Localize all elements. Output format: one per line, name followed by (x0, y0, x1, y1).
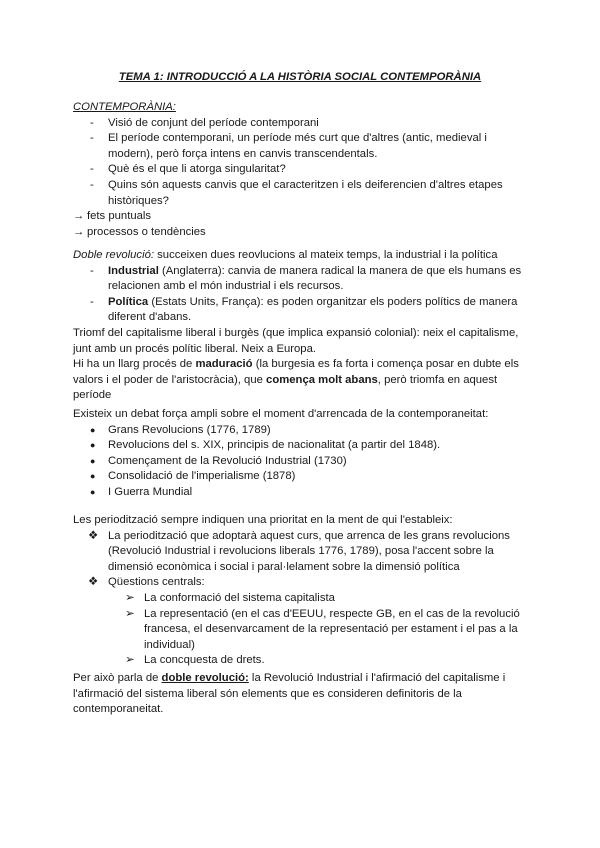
paragraph: Hi ha un llarg procés de maduració (la burgesia es fa forta i comença posar en dubte els valors i el poder de l'aristocràcia), que comença molt abans, però triomfa en aquest període (73, 358, 519, 402)
dash-bullet: - (90, 264, 94, 277)
dash-bullet: - (90, 116, 94, 129)
list-item: ● Començament de la Revolució Industrial (1730) (73, 454, 533, 470)
list-item: - Què és el que li atorga singularitat? (73, 162, 533, 178)
paragraph: Doble revolució: succeixen dues reovlucions al mateix temps, la industrial i la política (73, 249, 498, 261)
list-item: ● Consolidació de l'imperialisme (1878) (73, 469, 533, 485)
diamond-bullet-icon: ❖ (88, 529, 99, 542)
section-debat (73, 407, 533, 501)
arrowhead-bullet-icon: ➢ (125, 591, 135, 604)
list-item: - Industrial (Anglaterra): canvia de manera radical la manera de que els humans es relacionen amb el món industrial i els recursos. (90, 264, 522, 293)
bullet-list (73, 423, 533, 501)
list-item: ➢ La conformació del sistema capitalista (73, 591, 533, 607)
arrow-sublist (73, 591, 533, 669)
arrow-line: → fets puntuals (73, 209, 533, 225)
bullet-dot-icon: ● (90, 455, 96, 466)
arrow-line: → processos o tendències (73, 225, 533, 241)
paragraph: Triomf del capitalisme liberal i burgès (que implica expansió colonial): neix el capitalisme, junt amb un procés polític liberal. Neix a Europa. (73, 326, 519, 355)
list-item: ● I Guerra Mundial (73, 485, 533, 501)
arrowhead-bullet-icon: ➢ (125, 654, 135, 667)
dash-bullet: - (90, 295, 94, 308)
list-item: - Política (Estats Units, França): es poden organitzar els poders polítics de manera diferent d'abans. (90, 295, 518, 324)
dash-bullet: - (90, 163, 94, 176)
arrowhead-bullet-icon: ➢ (125, 607, 135, 620)
page-title: TEMA 1: INTRODUCCIÓ A LA HISTÒRIA SOCIAL CONTEMPORÀNIA (118, 71, 482, 83)
section-perioditzacions (73, 513, 533, 669)
list-item: ➢ La representació (en el cas d'EEUU, respecte GB, en el cas de la revolució francesa, el desenvarcament de la representació per estament i el pas a la individual) (125, 607, 520, 651)
diamond-list (73, 529, 533, 591)
list-item: - Visió de conjunt del període contemporani (73, 116, 533, 132)
dash-bullet: - (90, 178, 94, 191)
section-conclusio (73, 671, 533, 718)
dash-list (73, 264, 533, 326)
section-doble-revolucio (73, 248, 533, 404)
bullet-dot-icon: ● (90, 424, 96, 435)
list-item: ❖ La periodització que adoptarà aquest curs, que arrenca de les grans revolucions (Revolució Industrial i revolucions liberals 1776, 1789), posa l'accent sobre la dimensió econòmica i social i paral·lelament sobre la dimensió política (88, 529, 510, 573)
list-item: - Quins són aquests canvis que el caracteritzen i els deiferencien d'altres etapes històriques? (90, 178, 503, 207)
list-item: ❖ Qüestions centrals: (73, 575, 533, 591)
list-item: - El període contemporani, un període més curt que d'altres (antic, medieval i modern), però força intens en canvis transcendentals. (90, 132, 487, 160)
bullet-dot-icon: ● (90, 486, 96, 497)
right-arrow-icon: → (73, 210, 85, 223)
dash-bullet: - (90, 132, 94, 145)
paragraph: Per això parla de doble revolució: la Revolució Industrial i l'afirmació del capitalisme i l'afirmació del sistema liberal són elements que es consideren definitoris de la contemporaneitat. (73, 672, 506, 716)
diamond-bullet-icon: ❖ (88, 576, 99, 589)
right-arrow-icon: → (73, 225, 85, 238)
italic-term: Doble revolució: (73, 249, 155, 261)
dash-list (73, 116, 533, 210)
bullet-dot-icon: ● (90, 440, 96, 451)
list-item: ● Revolucions del s. XIX, principis de nacionalitat (a partir del 1848). (73, 438, 533, 454)
list-item: ● Grans Revolucions (1776, 1789) (73, 423, 533, 439)
section-contemporania (73, 100, 533, 240)
paragraph: Existeix un debat força ampli sobre el moment d'arrencada de la contemporaneitat: (73, 408, 489, 420)
list-item: ➢ La concquesta de drets. (73, 653, 533, 669)
paragraph: Les periodització sempre indiquen una prioritat en la ment de qui l'estableix: (73, 514, 453, 526)
bullet-dot-icon: ● (90, 471, 96, 482)
section-heading: CONTEMPORÀNIA: (73, 101, 176, 113)
